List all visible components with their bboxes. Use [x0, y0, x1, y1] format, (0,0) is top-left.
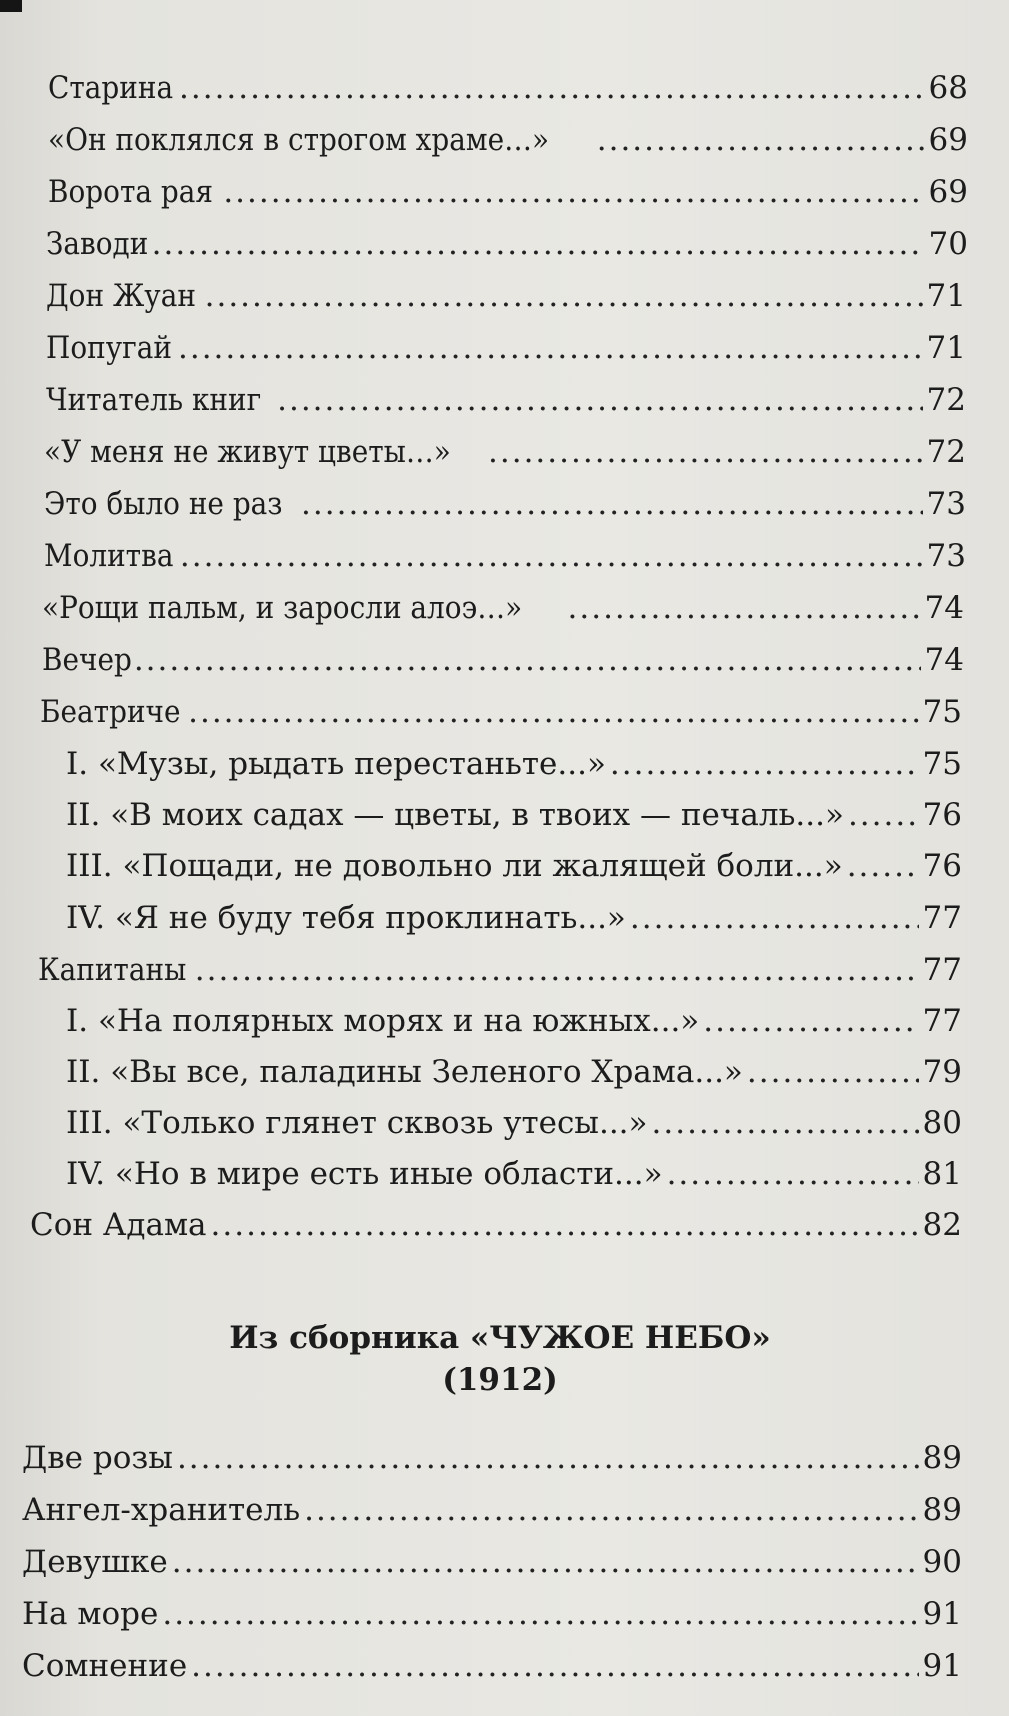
toc-entry[interactable] [22, 1432, 962, 1476]
toc-entry-page: 72 [926, 434, 966, 470]
dot-leader [162, 1596, 918, 1632]
toc-entry-title: II. «В моих садах — цветы, в твоих — печаль...» [66, 797, 844, 833]
toc-entry[interactable] [22, 1484, 962, 1528]
toc-entry[interactable] [46, 270, 966, 314]
toc-entry[interactable] [48, 114, 968, 158]
toc-entry-title: Дон Жуан [46, 278, 196, 314]
dot-leader [179, 70, 925, 106]
section-heading: Из сборника «ЧУЖОЕ НЕБО» [229, 1320, 771, 1356]
dot-leader [177, 1440, 919, 1476]
toc-subentry[interactable] [66, 1148, 962, 1192]
toc-entry-title: Беатриче [40, 694, 181, 730]
toc-entry-page: 77 [922, 900, 962, 936]
toc-entry[interactable] [22, 1640, 962, 1684]
toc-entry-title: Две розы [22, 1440, 173, 1476]
toc-subentry[interactable] [66, 840, 962, 884]
dot-leader [211, 1207, 919, 1243]
toc-entry-page: 89 [922, 1440, 962, 1476]
toc-entry[interactable] [46, 322, 966, 366]
dot-leader [630, 900, 919, 936]
dot-leader [172, 1544, 919, 1580]
toc-entry-page: 80 [922, 1105, 962, 1141]
toc-entry[interactable] [48, 62, 968, 106]
toc-entry-page: 73 [926, 538, 966, 574]
toc-entry-page: 74 [924, 642, 964, 678]
toc-entry[interactable] [38, 944, 962, 988]
toc-entry-page: 71 [926, 278, 966, 314]
dot-leader [178, 330, 923, 366]
toc-entry[interactable] [46, 218, 968, 262]
toc-entry-title: II. «Вы все, паладины Зеленого Храма...» [66, 1054, 743, 1090]
toc-entry-page: 79 [922, 1054, 962, 1090]
dot-leader [610, 746, 919, 782]
dot-leader [747, 1054, 919, 1090]
toc-entry-title: Ангел-хранитель [22, 1492, 301, 1528]
page-corner-shadow [0, 0, 22, 12]
toc-entry[interactable] [44, 426, 966, 470]
toc-subentry[interactable] [66, 1097, 962, 1141]
toc-entry-page: 73 [926, 486, 966, 522]
toc-entry-page: 68 [928, 70, 968, 106]
toc-entry-page: 82 [922, 1207, 962, 1243]
dot-leader [703, 1003, 918, 1039]
dot-leader [205, 278, 923, 314]
dot-leader [188, 694, 918, 730]
dot-leader [652, 1105, 919, 1141]
dot-leader [488, 434, 923, 470]
toc-subentry[interactable] [66, 892, 962, 936]
toc-entry[interactable] [22, 1588, 962, 1632]
dot-leader [301, 486, 923, 522]
toc-entry-page: 74 [924, 590, 964, 626]
toc-entry-page: 71 [926, 330, 966, 366]
toc-entry-page: 81 [922, 1156, 962, 1192]
toc-entry-title: На море [22, 1596, 159, 1632]
toc-entry-page: 69 [928, 174, 968, 210]
toc-subentry[interactable] [66, 1046, 962, 1090]
dot-leader [848, 797, 919, 833]
toc-subentry[interactable] [66, 738, 962, 782]
toc-entry-page: 75 [922, 746, 962, 782]
dot-leader [597, 122, 925, 158]
toc-entry[interactable] [44, 478, 966, 522]
toc-entry-page: 70 [928, 226, 968, 262]
toc-entry-title: III. «Только глянет сквозь утесы...» [66, 1105, 648, 1141]
toc-entry-title: Попугай [46, 330, 172, 366]
dot-leader [191, 1648, 918, 1684]
toc-entry[interactable] [42, 634, 964, 678]
toc-entry[interactable] [42, 582, 964, 626]
toc-entry-title: Капитаны [38, 952, 187, 988]
toc-subentry[interactable] [66, 995, 962, 1039]
toc-entry-page: 90 [922, 1544, 962, 1580]
toc-entry-title: «Он поклялся в строгом храме…» [48, 122, 550, 158]
toc-entry-page: 91 [922, 1648, 962, 1684]
dot-leader [277, 382, 922, 418]
toc-entry[interactable] [44, 530, 966, 574]
toc-entry-title: I. «На полярных морях и на южных...» [66, 1003, 700, 1039]
dot-leader [847, 848, 919, 884]
toc-entry-page: 69 [928, 122, 968, 158]
toc-entry-title: «Рощи пальм, и заросли алоэ…» [42, 590, 523, 626]
toc-entry-title: Читатель книг [46, 382, 262, 418]
dot-leader [304, 1492, 918, 1528]
toc-entry-title: Молитва [44, 538, 174, 574]
toc-entry[interactable] [46, 374, 966, 418]
toc-entry-title: Старина [48, 70, 174, 106]
toc-entry-page: 77 [922, 1003, 962, 1039]
toc-entry[interactable] [48, 166, 968, 210]
toc-entry-title: Сон Адама [30, 1207, 207, 1243]
toc-subentry[interactable] [66, 789, 962, 833]
toc-entry[interactable] [22, 1536, 962, 1580]
toc-entry-page: 89 [922, 1492, 962, 1528]
toc-entry-page: 72 [926, 382, 966, 418]
toc-entry-page: 75 [922, 694, 962, 730]
toc-entry-page: 91 [922, 1596, 962, 1632]
toc-entry-page: 76 [922, 848, 962, 884]
toc-entry-title: Заводи [46, 226, 149, 262]
toc-entry-page: 77 [922, 952, 962, 988]
dot-leader [180, 538, 923, 574]
dot-leader [195, 952, 919, 988]
toc-entry-title: Это было не раз [44, 486, 283, 522]
dot-leader [134, 642, 921, 678]
toc-entry-title: III. «Пощади, не довольно ли жалящей боли...» [66, 848, 843, 884]
dot-leader [152, 226, 925, 262]
toc-entry-title: Ворота рая [48, 174, 213, 210]
toc-entry-title: Девушке [22, 1544, 168, 1580]
toc-entry-title: Вечер [42, 642, 132, 678]
toc-entry-title: IV. «Но в мире есть иные области...» [66, 1156, 663, 1192]
toc-entry[interactable] [30, 1199, 962, 1243]
toc-entry[interactable] [40, 686, 962, 730]
toc-entry-title: I. «Музы, рыдать перестаньте...» [66, 746, 606, 782]
toc-entry-title: IV. «Я не буду тебя проклинать...» [66, 900, 626, 936]
dot-leader [568, 590, 921, 626]
dot-leader [667, 1156, 919, 1192]
toc-entry-page: 76 [922, 797, 962, 833]
toc-entry-title: Сомнение [22, 1648, 188, 1684]
section-year: (1912) [442, 1362, 558, 1398]
dot-leader [223, 174, 924, 210]
toc-entry-title: «У меня не живут цветы…» [44, 434, 451, 470]
